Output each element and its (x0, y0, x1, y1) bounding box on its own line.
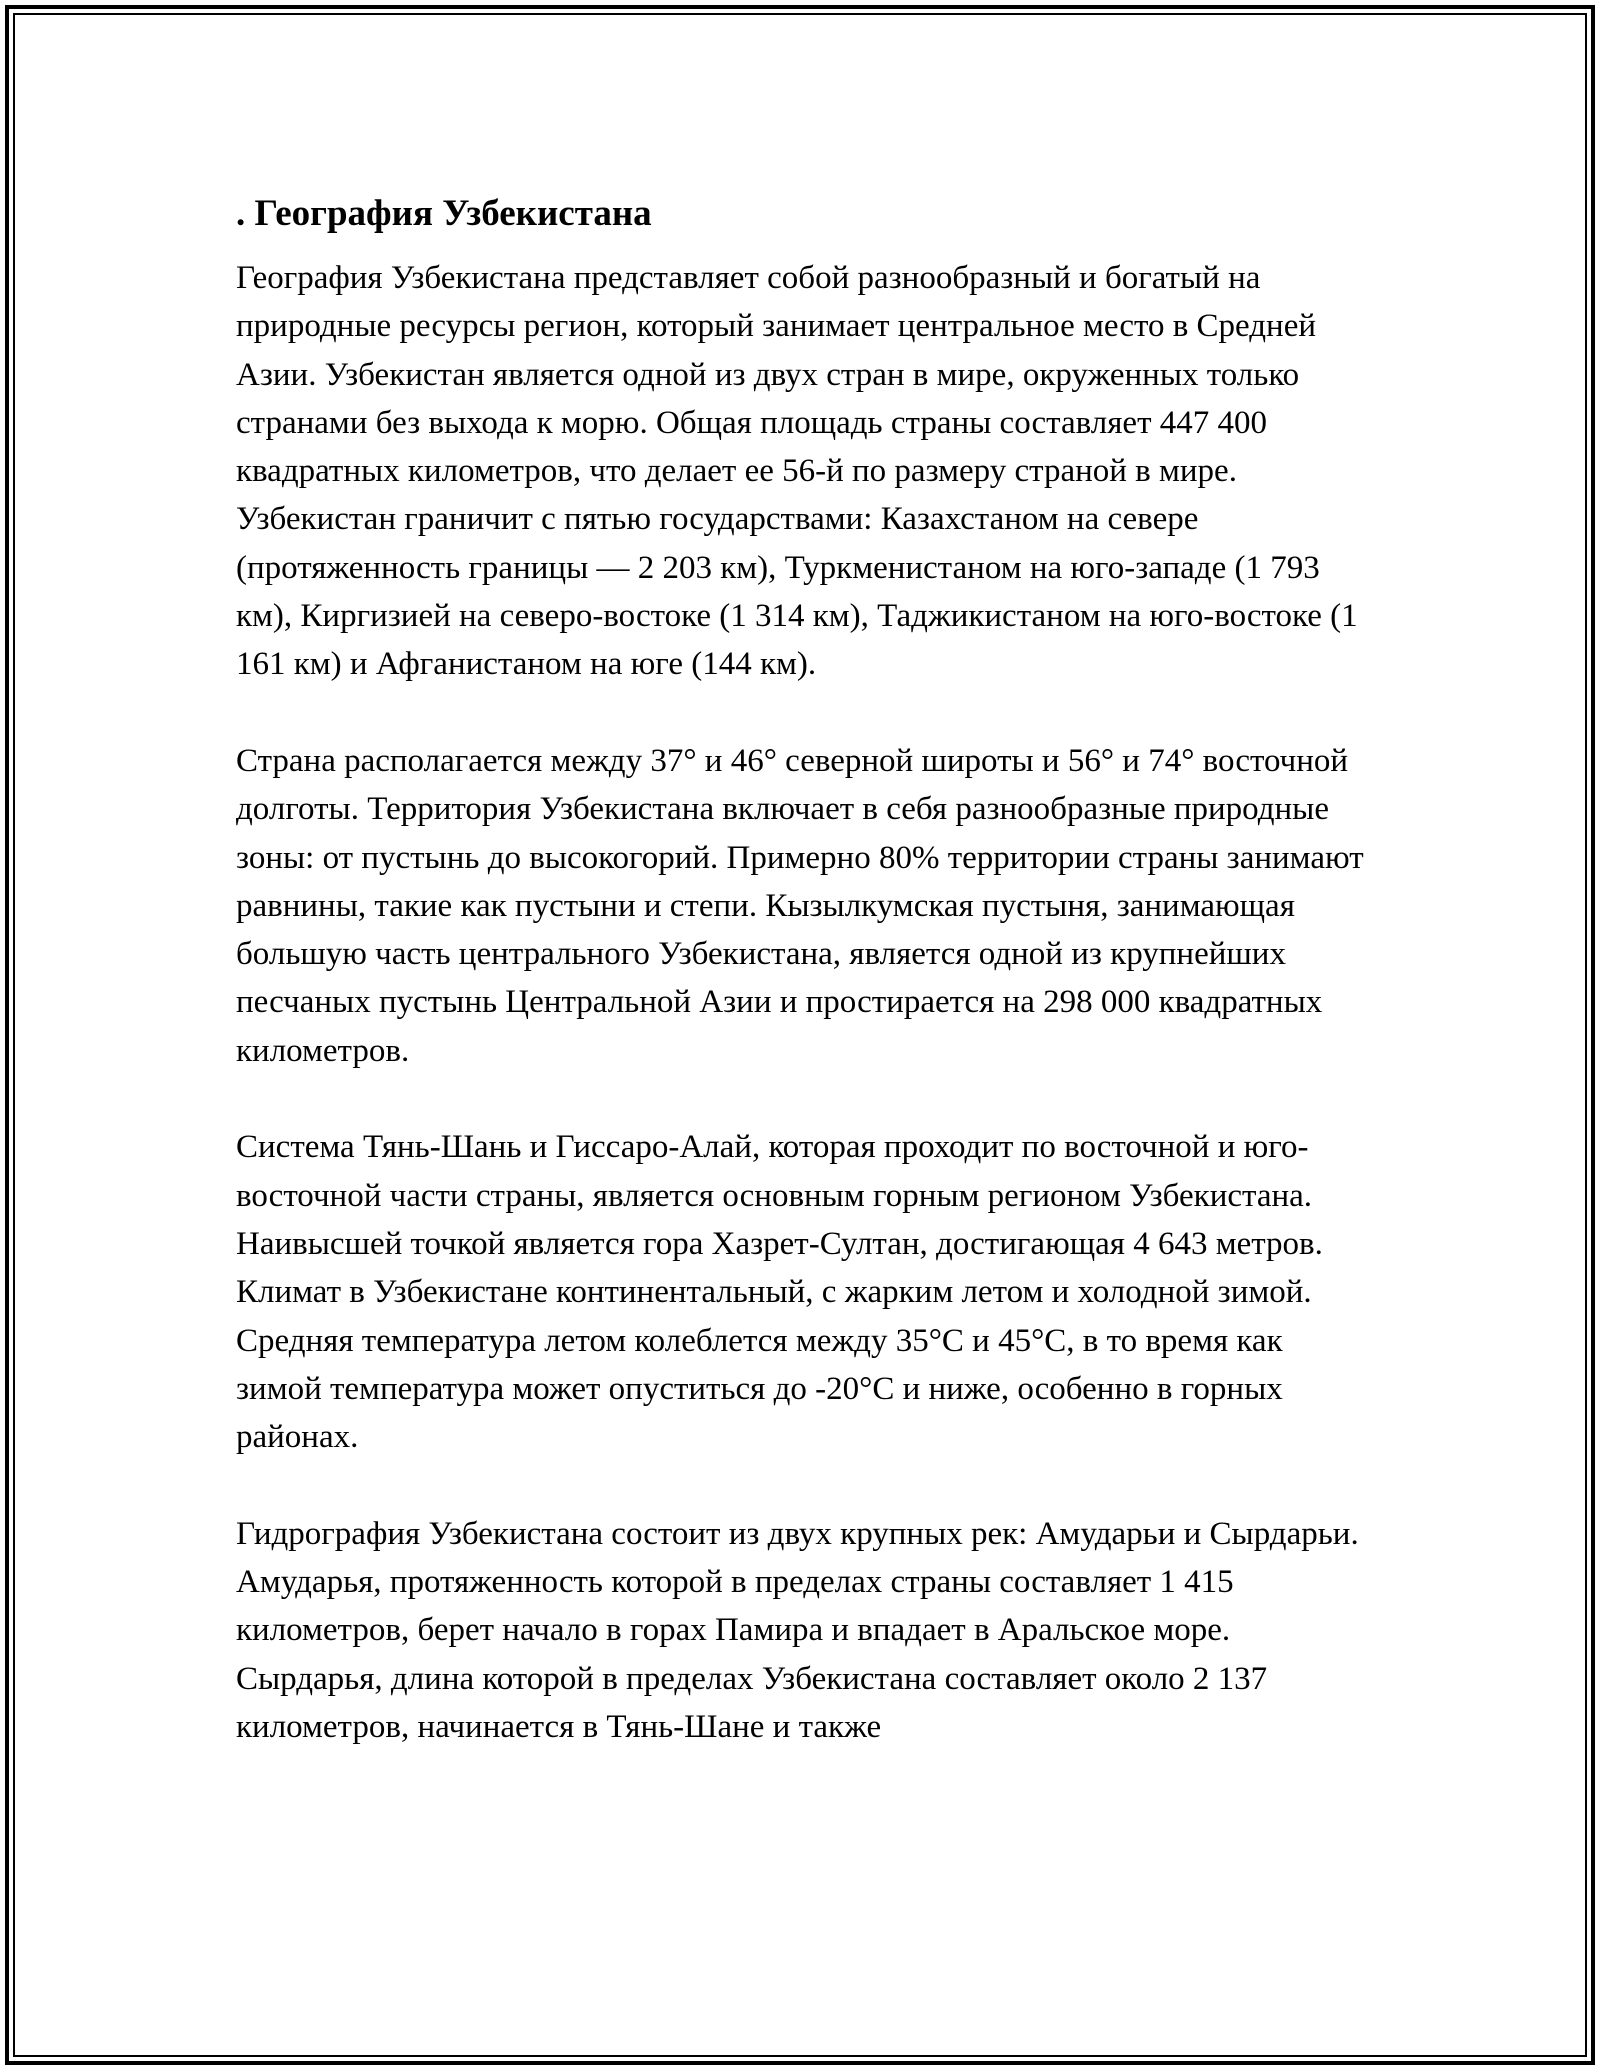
document-title: . География Узбекистана (236, 193, 652, 234)
document-body (236, 182, 1366, 1751)
paragraph-coordinates: Страна располагается между 37° и 46° северной широты и 56° и 74° восточной долготы. Территория Узбекистана включает в себя разнообразные природные зоны: от пустынь до высокогорий. Примерно 80% территории страны занимают равнины, такие как пустыни и степи. Кызылкумская пустыня, занимающая большую часть центрального Узбекистана, является одной из крупнейших песчаных пустынь Центральной Азии и простирается на 298 000 квадратных километров. (236, 742, 1364, 1069)
paragraph-borders: География Узбекистана представляет собой разнообразный и богатый на природные ресурсы регион, который занимает центральное место в Средней Азии. Узбекистан является одной из двух стран в мире, окруженных только странами без выхода к морю. Общая площадь страны составляет 447 400 квадратных километров, что делает ее 56-й по размеру страной в мире. Узбекистан граничит с пятью государствами: Казахстаном на севере (протяженность границы — 2 203 км), Туркменистаном на юго-западе (1 793 км), Киргизией на северо-востоке (1 314 км), Таджикистаном на юго-востоке (1 161 км) и Афганистаном на юге (144 км). (236, 260, 1358, 683)
paragraph-hydrography: Гидрография Узбекистана состоит из двух крупных рек: Амударьи и Сырдарьи. Амударья, протяженность которой в пределах страны составляет 1 415 километров, берет начало в горах Памира и впадает в Аральское море. Сырдарья, длина которой в пределах Узбекистана составляет около 2 137 километров, начинается в Тянь-Шане и также (236, 1515, 1359, 1745)
paragraph-mountains-climate: Система Тянь-Шань и Гиссаро-Алай, которая проходит по восточной и юго-восточной части страны, является основным горным регионом Узбекистана. Наивысшей точкой является гора Хазрет-Султан, достигающая 4 643 метров. Климат в Узбекистане континентальный, с жарким летом и холодной зимой. Средняя температура летом колеблется между 35°C и 45°C, в то время как зимой температура может опуститься до -20°C и ниже, особенно в горных районах. (236, 1129, 1323, 1456)
